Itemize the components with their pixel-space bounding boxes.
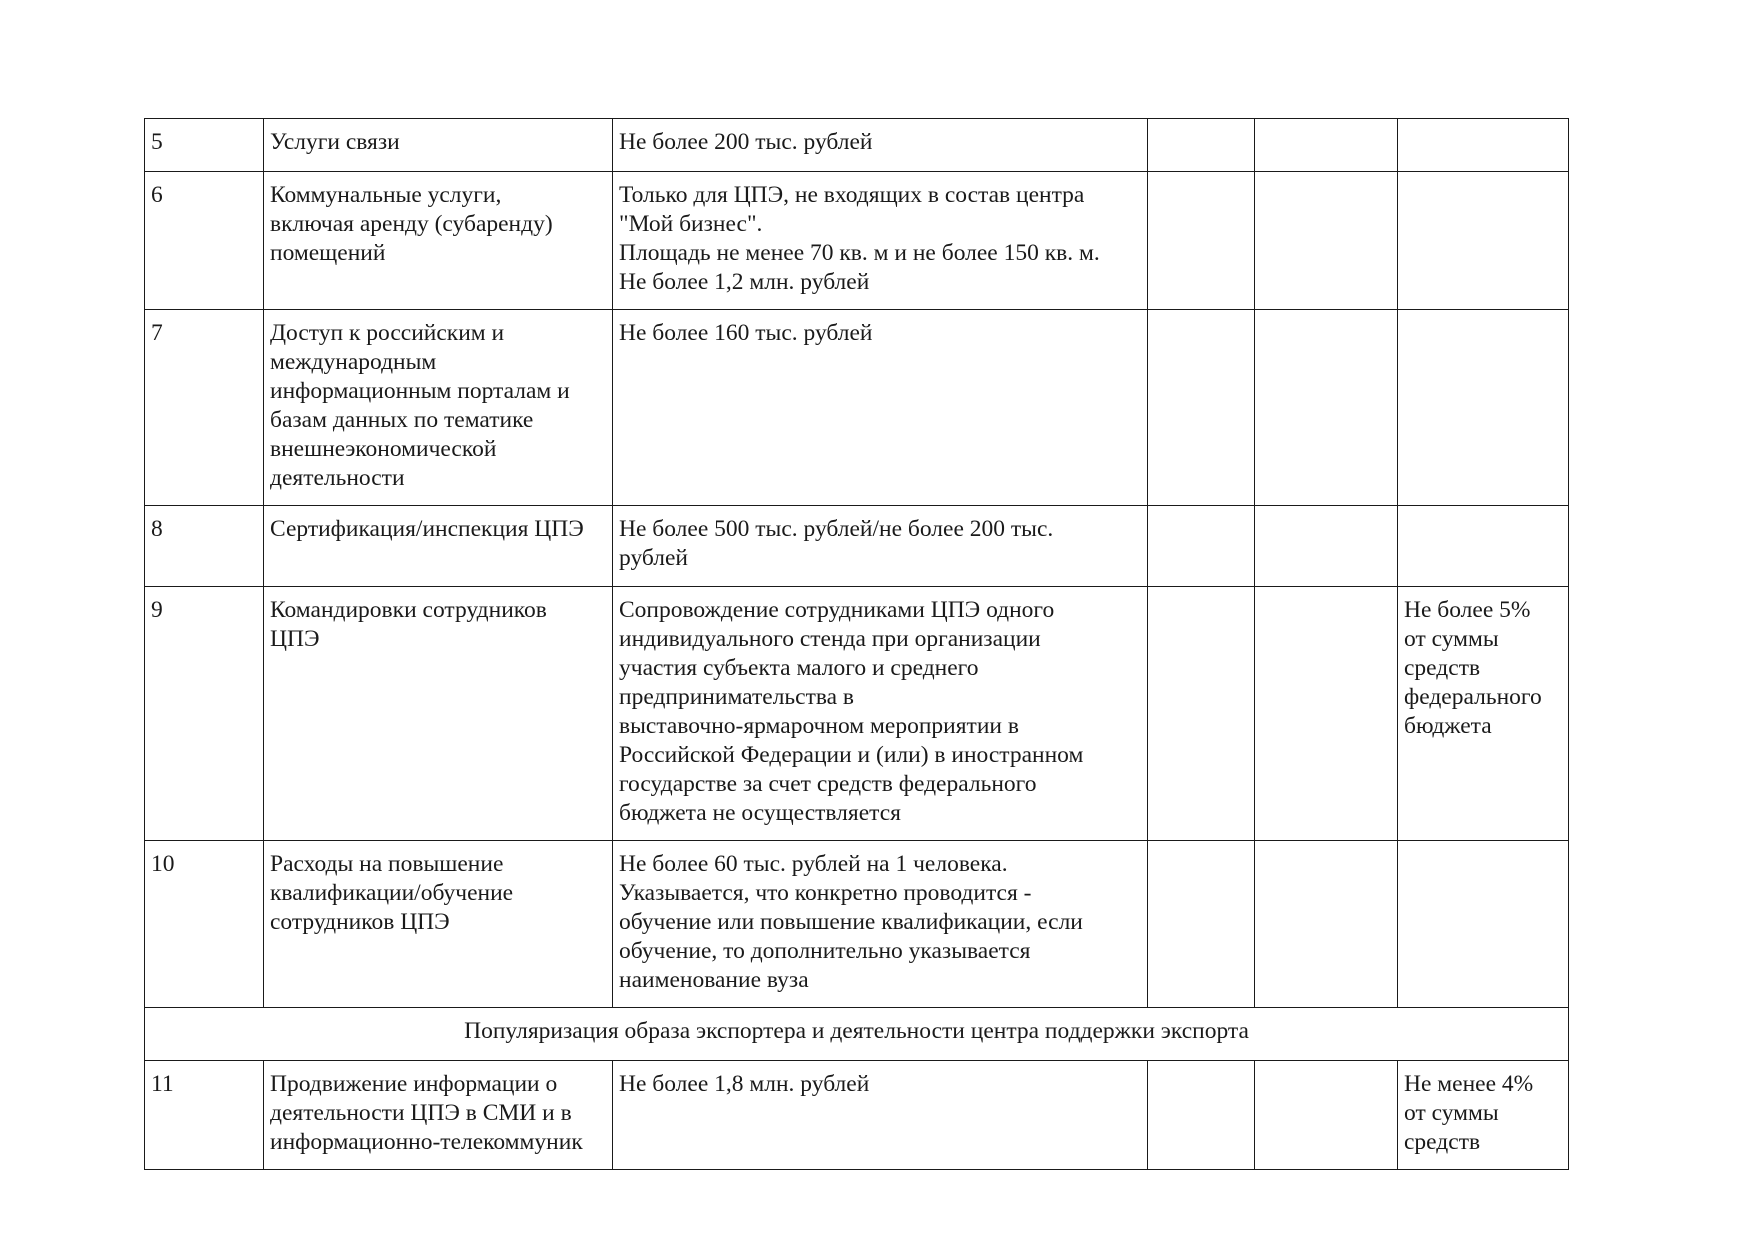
table-row bbox=[145, 587, 1569, 841]
cell-col4 bbox=[1148, 841, 1255, 1008]
cell-col4 bbox=[1148, 119, 1255, 172]
budget-share-note: Не менее 4% от суммы средств bbox=[1398, 1061, 1569, 1170]
table-row bbox=[145, 506, 1569, 587]
table-row bbox=[145, 841, 1569, 1008]
expense-name: Командировки сотрудников ЦПЭ bbox=[264, 587, 613, 841]
expense-condition: Не более 500 тыс. рублей/не более 200 тыс. рублей bbox=[613, 506, 1148, 587]
cell-col6 bbox=[1398, 506, 1569, 587]
table-row bbox=[145, 310, 1569, 506]
expense-condition: Не более 60 тыс. рублей на 1 человека. Указывается, что конкретно проводится - обучение или повышение квалификации, если обучение, то дополнительно указывается наименование вуза bbox=[613, 841, 1148, 1008]
cell-col5 bbox=[1255, 310, 1398, 506]
expense-condition: Не более 1,8 млн. рублей bbox=[613, 1061, 1148, 1170]
cell-col5 bbox=[1255, 587, 1398, 841]
cell-col6 bbox=[1398, 119, 1569, 172]
expense-name: Сертификация/инспекция ЦПЭ bbox=[264, 506, 613, 587]
expense-name: Продвижение информации о деятельности ЦПЭ в СМИ и в информационно-телекоммуник bbox=[264, 1061, 613, 1170]
cell-col4 bbox=[1148, 587, 1255, 841]
cell-col4 bbox=[1148, 310, 1255, 506]
row-number: 7 bbox=[145, 310, 264, 506]
row-number: 8 bbox=[145, 506, 264, 587]
cell-col4 bbox=[1148, 172, 1255, 310]
expense-name: Коммунальные услуги, включая аренду (субаренду) помещений bbox=[264, 172, 613, 310]
cell-col5 bbox=[1255, 1061, 1398, 1170]
row-number: 11 bbox=[145, 1061, 264, 1170]
expense-condition: Не более 200 тыс. рублей bbox=[613, 119, 1148, 172]
cell-col5 bbox=[1255, 119, 1398, 172]
row-number: 5 bbox=[145, 119, 264, 172]
expense-name: Расходы на повышение квалификации/обучение сотрудников ЦПЭ bbox=[264, 841, 613, 1008]
cell-col4 bbox=[1148, 1061, 1255, 1170]
budget-share-note: Не более 5% от суммы средств федерального бюджета bbox=[1398, 587, 1569, 841]
cell-col5 bbox=[1255, 172, 1398, 310]
expense-table bbox=[144, 118, 1569, 1170]
expense-name: Доступ к российским и международным информационным порталам и базам данных по тематике внешнеэкономической деятельности bbox=[264, 310, 613, 506]
row-number: 10 bbox=[145, 841, 264, 1008]
cell-col5 bbox=[1255, 506, 1398, 587]
cell-col4 bbox=[1148, 506, 1255, 587]
row-number: 6 bbox=[145, 172, 264, 310]
expense-name: Услуги связи bbox=[264, 119, 613, 172]
section-title: Популяризация образа экспортера и деятельности центра поддержки экспорта bbox=[145, 1008, 1569, 1061]
table-row bbox=[145, 1061, 1569, 1170]
table-row bbox=[145, 119, 1569, 172]
expense-condition: Только для ЦПЭ, не входящих в состав центра "Мой бизнес". Площадь не менее 70 кв. м и не более 150 кв. м. Не более 1,2 млн. рублей bbox=[613, 172, 1148, 310]
cell-col6 bbox=[1398, 172, 1569, 310]
section-row bbox=[145, 1008, 1569, 1061]
row-number: 9 bbox=[145, 587, 264, 841]
cell-col6 bbox=[1398, 841, 1569, 1008]
cell-col5 bbox=[1255, 841, 1398, 1008]
cell-col6 bbox=[1398, 310, 1569, 506]
table-row bbox=[145, 172, 1569, 310]
expense-condition: Сопровождение сотрудниками ЦПЭ одного индивидуального стенда при организации участия субъекта малого и среднего предпринимательства в выставочно-ярмарочном мероприятии в Российской Федерации и (или) в иностранном государстве за счет средств федерального бюджета не осуществляется bbox=[613, 587, 1148, 841]
expense-condition: Не более 160 тыс. рублей bbox=[613, 310, 1148, 506]
